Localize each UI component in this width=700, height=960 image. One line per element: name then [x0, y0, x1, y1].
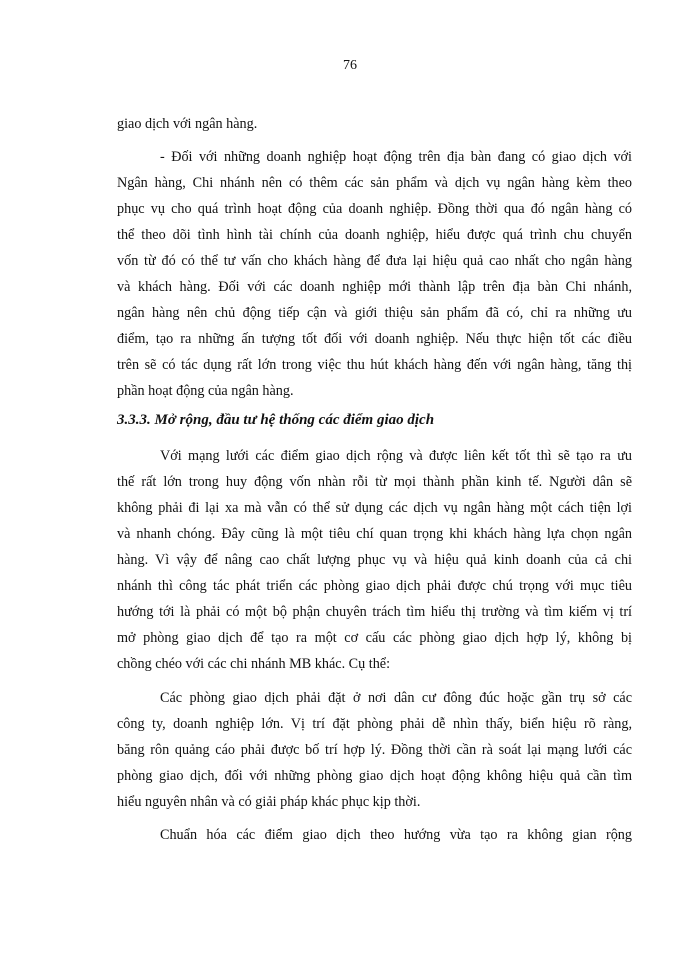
paragraph-line: thể theo dõi tình hình tài chính của doanh nghiệp, hiểu được quá trình chu chuyển [117, 227, 632, 243]
paragraph-line: chồng chéo với các chi nhánh MB khác. Cụ thể: [117, 656, 391, 672]
paragraph-line: phòng giao dịch, đối với những phòng giao dịch hoạt động không hiệu quả cần tìm [117, 768, 632, 784]
paragraph-line: - Đối với những doanh nghiệp hoạt động trên địa bàn đang có giao dịch với [160, 149, 632, 165]
paragraph-line: và nhanh chóng. Đây cũng là một tiêu chí quan trọng khi khách hàng lựa chọn ngân [117, 526, 632, 542]
paragraph-line: vốn từ đó có thể tư vấn cho khách hàng để đưa lại hiệu quả cao nhất cho ngân hàng [117, 253, 632, 269]
paragraph-line: Với mạng lưới các điểm giao dịch rộng và được liên kết tốt thì sẽ tạo ra ưu [160, 448, 632, 464]
paragraph-line: Ngân hàng, Chi nhánh nên có thêm các sản phẩm và dịch vụ ngân hàng kèm theo [117, 175, 632, 191]
paragraph-line: phần hoạt động của ngân hàng. [117, 383, 294, 399]
paragraph-line: không phải đi lại xa mà vẫn có thể sử dụng các dịch vụ ngân hàng một cách tiện lợi [117, 500, 632, 516]
paragraph-line: Chuẩn hóa các điểm giao dịch theo hướng vừa tạo ra không gian rộng [160, 827, 632, 843]
paragraph-line: hướng tới là phải có một bộ phận chuyên trách tìm hiểu thị trường và tìm kiếm vị trí [117, 604, 632, 620]
paragraph-line: trên sẽ có tác dụng rất lớn trong việc thu hút khách hàng đến với ngân hàng, tăng thị [117, 357, 632, 373]
paragraph-line: băng rôn quảng cáo phải được bố trí hợp lý. Đồng thời cần rà soát lại mạng lưới các [117, 742, 632, 758]
paragraph-line: mở phòng giao dịch để tạo ra một cơ cấu các phòng giao dịch hợp lý, không bị [117, 630, 632, 646]
paragraph-line: Các phòng giao dịch phải đặt ở nơi dân cư đông đúc hoặc gần trụ sở các [160, 690, 632, 706]
paragraph-line: phục vụ cho quá trình hoạt động của doanh nghiệp. Đồng thời qua đó ngân hàng có [117, 201, 632, 217]
page-number: 76 [343, 58, 357, 73]
paragraph-line: nhánh thì công tác phát triển các phòng giao dịch phải được chú trọng với mục tiêu [117, 578, 632, 594]
section-heading: 3.3.3. Mở rộng, đầu tư hệ thống các điểm giao dịch [117, 412, 435, 428]
paragraph-line: thế rất lớn trong huy động vốn nhàn rỗi từ mọi thành phần kinh tế. Người dân sẽ [117, 474, 632, 490]
paragraph-line: và khách hàng. Đối với các doanh nghiệp mới thành lập trên địa bàn Chi nhánh, [117, 279, 632, 295]
paragraph-line: giao dịch với ngân hàng. [117, 116, 258, 132]
paragraph-line: hiểu nguyên nhân và có giải pháp khác phục kịp thời. [117, 794, 421, 810]
paragraph-line: hàng. Vì vậy để nâng cao chất lượng phục vụ và hiệu quả kinh doanh của cả chi [117, 552, 632, 568]
paragraph-line: công ty, doanh nghiệp lớn. Vị trí đặt phòng phải dễ nhìn thấy, biển hiệu rõ ràng, [117, 716, 632, 732]
paragraph-line: điểm, tạo ra những ấn tượng tốt đối với doanh nghiệp. Nếu thực hiện tốt các điều [117, 331, 632, 347]
paragraph-line: ngân hàng nên chủ động tiếp cận và giới thiệu sản phẩm đã có, chỉ ra những ưu [117, 305, 632, 321]
